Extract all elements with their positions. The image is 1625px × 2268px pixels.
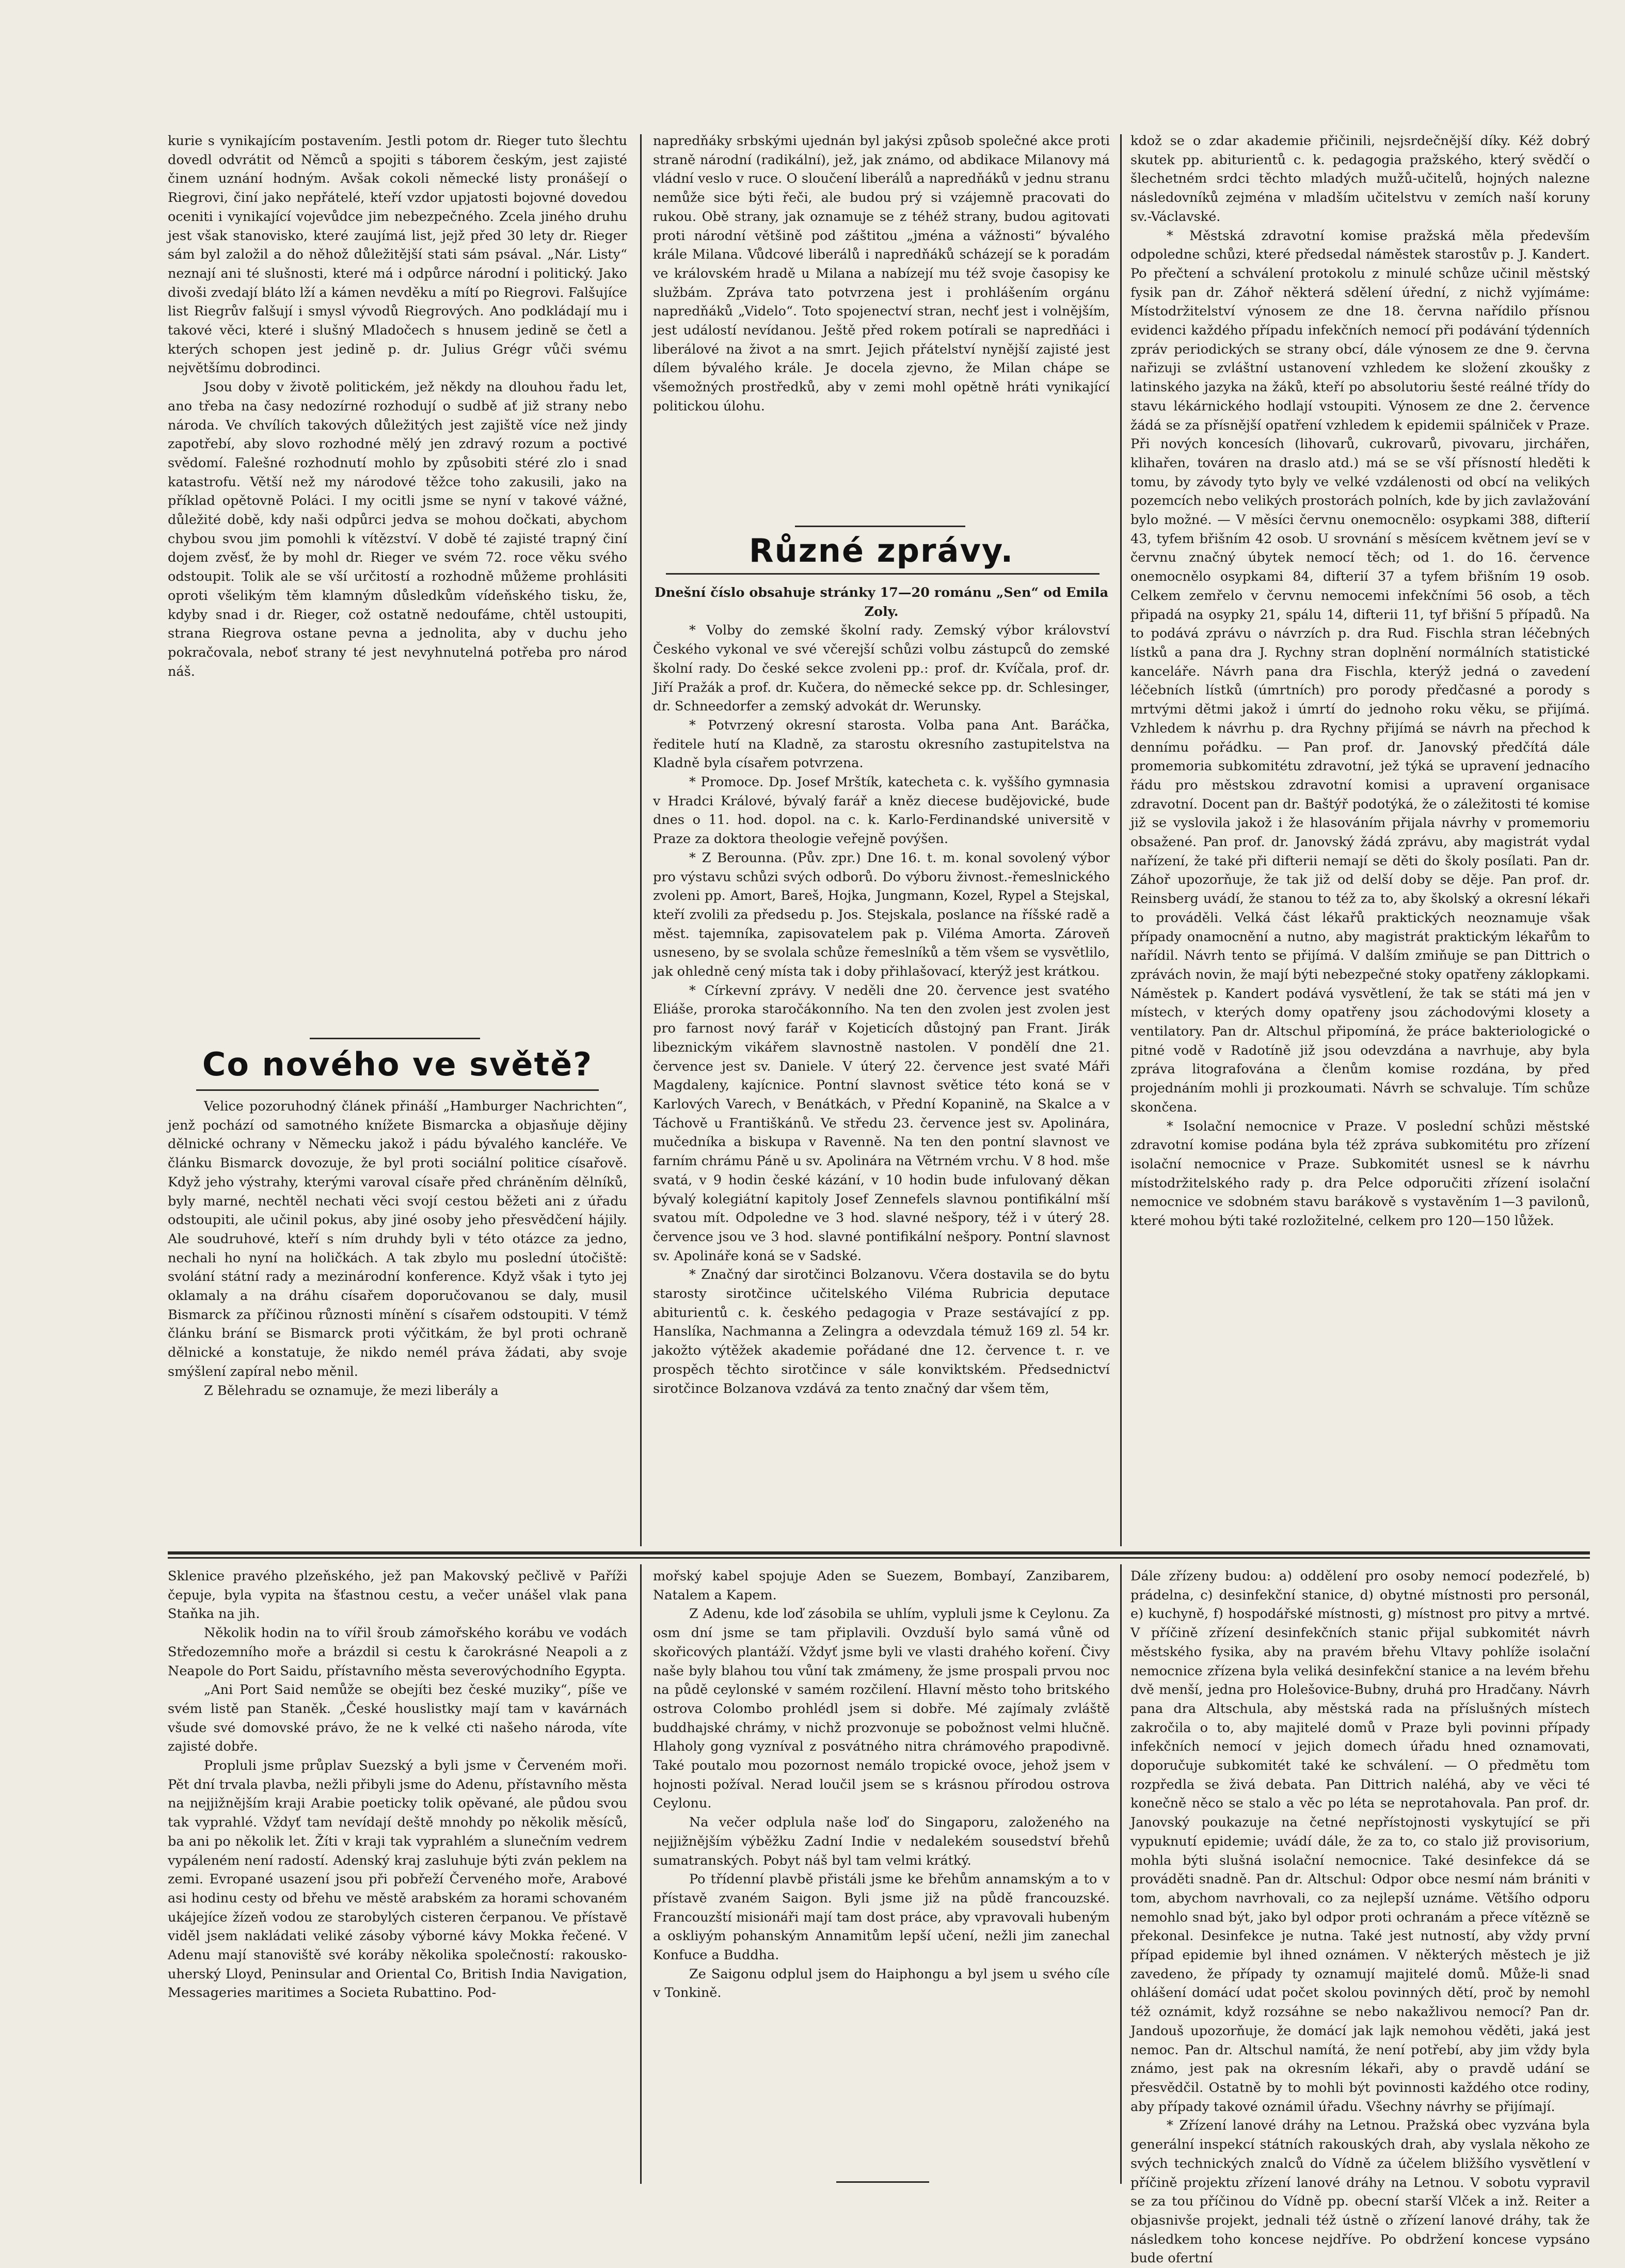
paragraph: napredňáky srbskými ujednán byl jakýsi způsob společné akce proti straně národní (radikální), jež, jak známo, od abdikace Milanovy má vládní veslo v ruce. O sloučení liberálů a napredňáků v jednu stranu nemůže sice býti řeči, ale budou prý si vzájemně pracovati do rukou. Obě strany, jak oznamuje se z téhéž strany, budou agitovati proti národní většině pod záštitou „jména a vážnosti“ bývalého krále Milana. Vůdcové liberálů i napredňáků scházejí se k poradám ve královském hradě u Milana a nabízejí mu též svoje časopisy ke službám. Zpráva tato potvrzena jest i prohlášením orgánu napredňáků „Videlo“. Toto spojenectví stran, nechť jest i volnějším, jest událostí nevídanou. Ještě před rokem potírali se napredňáci i liberálové na život a na smrt. Jejich přátelství nynější zajisté jest dílem bývalého krále. Je docela zjevno, že Milan chápe se všemožných prostředků, aby v zemi mohl opětně hráti vynikající politickou úlohu. [653,133,1110,414]
paragraph: * Církevní zprávy. V neděli dne 20. července jest svatého Eliáše, proroka staročákonního. Na ten den zvolen jest zvolen jest pro farnost nový farář v Kojeticích důstojný pan Frant. Jirák libeznickým vikářem slavnostně nastolen. V pondělí dne 21. července jest sv. Daniele. V úterý 22. července jest svaté Máři Magdaleny, kajícnice. Pontní slavnost světice této koná se v Karlových Varech, v Benátkách, v Přední Kopanině, na Skalce a v Táchově u Františkánů. Ve středu 23. července jest sv. Apolinára, mučedníka a biskupa v Ravenně. Na ten den pontní slavnost ve farním chrámu Páně u sv. Apolinára na Větrném vrchu. V 8 hod. mše svatá, v 9 hodin české kázání, v 10 hodin bude infulovaný děkan bývalý kolegiátní kapitoly Josef Zennefels slavnou pontifikální mší svatou mít. Odpoledne ve 3 hod. slavné nešpory, též i v úterý 28. července jsou ve 3 hod. slavné pontifikální nešpory. Pontní slavnost sv. Apolináře koná se v Sadské. [653,982,1110,1264]
divider [795,526,965,527]
paragraph: Dnešní číslo obsahuje stránky 17—20 románu „Sen“ od Emila Zoly. [654,585,1109,620]
lower-column-2 [653,1567,1110,2176]
divider [666,573,1100,575]
paragraph: „Ani Port Said nemůže se obejíti bez české muziky“, píše ve svém listě pan Staněk. „České houslistky mají tam v kavárnách všude své domovské právo, že ne k velké cti našeho národa, víte zajisté dobře. [168,1682,627,1755]
paragraph: Z Adenu, kde loď zásobila se uhlím, vypluli jsme k Ceylonu. Za osm dní jsme se tam připlavili. Ovzduší bylo samá vůně od skořicových plantáží. Vždyť jsme byli ve vlasti drahého koření. Čivy naše byly blahou tou vůní tak zmámeny, že jsme prospali prvou noc na půdě ceylonské v samém rozčilení. Hlavní město toho britského ostrova Colombo prohlédl jsem si dobře. Mé zajímaly zvláště buddhajské chrámy, v nichž prozvonuje se pobožnost velmi hlučně. Hlaholy gong vyzníval z posvátného nitra chrámového prapodivně. Také poutalo mou pozornost nemálo tropické ovoce, jehož jsem v hojnosti požíval. Nerad loučil jsem se s krásnou přírodou ostrova Ceylonu. [653,1606,1110,1812]
section-rule [168,1557,1590,1559]
paragraph: Několik hodin na to vířil šroub zámořského korábu ve vodách Středozemního moře a brázdil si cestu k čarokrásné Neapoli a z Neapole do Port Saidu, přístavního města severovýchodního Egypta. [168,1625,627,1679]
paragraph: mořský kabel spojuje Aden se Suezem, Bombayí, Zanzibarem, Natalem a Kapem. [653,1568,1110,1603]
upper-column-1b [168,1097,627,1551]
paragraph: Velice pozoruhodný článek přináší „Hamburger Nachrichten“, jenž pochází od samotného knížete Bismarcka a objasňuje dějiny dělnické ochrany v Německu jakož i pádu bývalého kancléře. Ve článku Bismarck dovozuje, že byl proti sociální politice císařově. Když jeho výstrahy, kterými varoval císaře před chráněním dělníků, byly marné, nechtěl nechati věci svojí cestou běžeti ani z úřadu odstoupiti, ale učinil pokus, aby jiné osoby jeho přesvědčení hájily. Ale soudruhové, kteří s ním druhdy byli v této otázce za jedno, nechali ho nyní na holičkách. A tak zbylo mu poslední útočiště: svolání státní rady a mezinárodní konference. Když však i tyto jej oklamaly a na dráhu císařem doporučovanou se daly, musil Bismarck za příčinou různosti mínění s císařem odstoupiti. V témž článku brání se Bismarck proti výčitkám, že byl proti ochraně dělnické a konstatuje, že nikdo nemél práva žádati, aby svoje smýšlení zapíral nebo měnil. [168,1099,627,1379]
paragraph: Po třídenní plavbě přistáli jsme ke břehům annamským a to v přístavě zvaném Saigon. Byli jsme již na půdě francouzské. Francouzští misionáři mají tam dost práce, aby vpravovali hubeným a oskliyým pohanským Annamitům lepší učení, nežli jim zanechal Konfuce a Buddha. [653,1872,1110,1963]
paragraph: Ze Saigonu odplul jsem do Haiphongu a byl jsem u svého cíle v Tonkině. [653,1966,1110,2001]
paragraph: Z Bělehradu se oznamuje, že mezi liberály a [204,1383,499,1399]
column-rule [1120,1564,1122,2184]
divider [310,1038,480,1039]
upper-column-2b [653,583,1110,1549]
paragraph: * Promoce. Dp. Josef Mrštík, katecheta c. k. vyššího gymnasia v Hradci Králové, bývalý farář a kněz diecese budějovické, bude dnes o 11. hod. dopol. na c. k. Karlo-Ferdinandské universitě v Praze za doktora theologie veřejně povýšen. [653,774,1110,847]
paragraph: * Značný dar sirotčinci Bolzanovu. Včera dostavila se do bytu starosty sirotčince učitelského Viléma Rubricia deputace abiturientů c. k. českého pedagogia v Praze sestávající z pp. Hanslíka, Nachmanna a Zelingra a odevzdala témuž 169 zl. 54 kr. jakožto výtěžek akademie pořádané dne 12. července t. r. ve prospěch těchto sirotčince v sále konviktském. Předsednictví sirotčince Bolzanova vzdává za tento značný dar všem těm, [653,1267,1110,1397]
paragraph: Na večer odplula naše loď do Singaporu, založeného na nejjižnějším výběžku Zadní Indie v nedalekém sousedství břehů sumatranských. Pobyt náš byl tam velmi krátký. [653,1815,1110,1868]
paragraph: * Městská zdravotní komise pražská měla především odpoledne schůzi, které předsedal náměstek starostův p. J. Kandert. Po přečtení a schválení protokolu z minulé schůze učinil městský fysik pan dr. Záhoř některá sdělení úřední, z nichž vyjímáme: Místodržitelství výnosem ze dne 18. června nařídilo přísnou evidenci každého případu infekčních nemocí při podávání týdenních zpráv periodických se strany obcí, dále výnosem ze dne 9. června nařizuji se zvláštní ustanovení vzhledem ke složení zkoušky z latinského jazyka na žáků, kteří po absolutoriu šesté reálné třídy do stavu lékárnického hodlají vstoupiti. Výnosem ze dne 2. července žádá se za přísnější opatření vzhledem k epidemii spálniček v Praze. Při nových koncesích (lihovarů, cukrovarů, pivovaru, jirchářen, klihařen, továren na draslo atd.) má se se vší přísností hleděti k tomu, by závody tyto byly ve velké vzdálenosti od obcí na velikých pozemcích nebo velikých prostorách polních, kde by jich zavlažování bylo možné. — V měsíci červnu onemocnělo: osypkami 388, difterií 43, tyfem břišním 42 osob. U srovnání s měsícem květnem jeví se v červnu značný úbytek nemocí těch; od 1. do 16. července onemocnělo osypkami 84, difterií 37 a tyfem břišním 19 osob. Celkem zemřelo v červnu nemocemi infekčními 56 osob, a těch připadá na osypky 21, spálu 14, difterii 11, tyf břišní 5 případů. Na to podává zprávu o návrzích p. dra Rud. Fischla stran léčebných lístků a pana dra J. Rychny stran doplnění normálních statistické kanceláře. Návrh pana dra Fischla, kterýž jedná o zavedení léčebních lístků (úmrtních) pro porody předčasné a porody s mrtvými dětmi jakož i úmrtí do jednoho roku věku, se přijímá. Vzhledem k návrhu p. dra Rychny přijímá se návrh na přechod k dennímu pořádku. — Pan prof. dr. Janovský předčítá dále promemoria subkomitétu zdravotní, jež týká se upravení jednacího řádu pro městskou zdravotní komisi a upravení organisace zdravotní. Docent pan dr. Baštýř podotýká, že o záležitosti té komise již se vyslovila jakož i že hlasováním přijala návrhy v promemoriu obsažené. Pan prof. dr. Janovský žádá zprávu, aby magistrát vydal nařízení, že také při difterii nemají se děti do školy posílati. Pan dr. Záhoř upozorňuje, že tak již od delší doby se děje. Pan prof. dr. Reinsberg uvádí, že stanou to též za to, aby školský a okresní lékaři to prováděli. Velká část lékařů praktických neoznamuje však případy onamocnění a nutno, aby magistrát praktickým lékařům to nařídil. Návrh tento se přijímá. V dalším zmiňuje se pan Dittrich o zprávách novin, že mají býti nebezpečné stoky opatřeny záklopkami. Náměstek p. Kandert podává vysvětlení, že tak se státi má jen v místech, v kterých domy opatřeny jsou záchodovými klosety a ventilatory. Pan dr. Altschul připomíná, že práce bakteriologické o pitné vodě v Radotíně již jsou odevzdána a navrhuje, aby byla zpráva litografována a členům komise rozdána, by před projednáním mohli ji prozkoumati. Návrh se schvaluje. Tím schůze skončena. [1130,228,1590,1115]
paragraph: Propluli jsme průplav Suezský a byli jsme v Červeném moři. Pět dní trvala plavba, nežli přibyli jsme do Adenu, přístavního města na nejjižnějším kraji Arabie poeticky tolik opěvané, ale půdou svou tak vyprahlé. Vždyť tam nevídají deště mnohdy po několik měsíců, ba ani po několik let. Žíti v kraji tak vyprahlém a slunečním vedrem vypáleném není radostí. Adenský kraj zasluhuje býti zván peklem na zemi. Evropané usazení jsou při pobřeží Červeného moře, Arabové asi hodinu cesty od břehu ve městě arabském za horami schovaném ukájejíce žízeň vodou ze starobylých cisteren čerpanou. Ve přístavě viděl jsem nakládati veliké zásoby výborné kávy Mokka řečené. V Adenu mají stanoviště své koráby několika společností: rakousko-uherský Lloyd, Peninsular and Oriental Co, British India Navigation, Messageries maritimes a Societa Rubattino. Pod- [168,1758,627,2001]
section-rule [168,1551,1590,1555]
lower-column-1 [168,1567,627,2186]
upper-column-3 [1130,132,1590,1546]
column-rule [1120,134,1122,1546]
lower-column-3 [1130,1567,1590,2266]
upper-column-2 [653,132,1110,524]
paragraph: kdož se o zdar akademie přičinili, nejsrdečnější díky. Kéž dobrý skutek pp. abiturientů c. k. pedagogia pražského, který svědčí o šlechetném srdci těchto mladých mužů-učitelů, hojných nalezne následovníků zejména v mladším učitelstvu v zemích naší koruny sv.-Václavské. [1130,133,1590,225]
paragraph: Jsou doby v životě politickém, jež někdy na dlouhou řadu let, ano třeba na časy nedozírné rozhodují o sudbě ať již strany nebo národa. Ve chvílích takových důležitých jest zajiště více než jindy zapotřebí, aby slovo rozhodné mělý jen zdravý rozum a poctivé svědomí. Falešné rozhodnutí mohlo by způsobiti stéré zlo i snad katastrofu. Větší než my národové těžce toho zakusili, jako na příklad opětovně Poláci. I my ocitli jsme se nyní v takové vážné, důležité době, kdy naši odpůrci jedva se mohou dočkati, abychom chybou svou jim pomohli k vítězství. V době té zajisté trapný činí dojem zvěsť, že by mohl dr. Rieger ve svém 72. roce věku svého odstoupit. Tolik ale se vší určitostí a rozhodně můžeme prohlásiti oproti všelikým těm klamným důsledkům vídeňského tisku, že, kdyby snad i dr. Rieger, což ostatně nedoufáme, chtěl ustoupiti, strana Riegrova ostane pevna a jednolita, aby v duchu jeho pokračovala, neboť strany té jest nevyhnutelná potřeba pro národ náš. [168,379,627,679]
paragraph: Dále zřízeny budou: a) oddělení pro osoby nemocí podezřelé, b) prádelna, c) desinfekční stanice, d) obytné místnosti pro personál, e) kuchyně, f) hospodářské místnosti, g) místnost pro pitvy a mrtvé. V příčině zřízení desinfekčních stanic přijal subkomitét návrh městského fysika, aby na pravém břehu Vltavy pohlíže isolační nemocnice zřízena byla veliká desinfekční stanice a na levém břehu dvě menší, jedna pro Holešovice-Bubny, druhá pro Hradčany. Návrh pana dra Altschula, aby městská rada na příslušných místech zakročila o to, aby majitelé domů v Praze byli povinni případy infekčních nemocí v jejich domech úřadu hned oznamovati, doporučuje subkomitét také ke schválení. — O předmětu tom rozpředla se živá debata. Pan Dittrich naléhá, aby ve věci té konečně něco se stalo a věc po léta se neprotahovala. Pan prof. dr. Janovský poukazuje na četné nepřístojnosti vyskytující se při vypuknutí epidemie; uvádí dále, že za to, co stalo již provisorium, mohla býti slušná isolační nemocnice. Také desinfekce dá se prováděti snadně. Pan dr. Altschul: Odpor obce nesmí nám brániti v tom, abychom navrhovali, co za nejlepší uznáme. Většího odporu nemohlo snad být, jako byl odpor proti ochranám a přece vítězně se překonal. Desinfekce je nutna. Také jest nutností, aby vždy první případ epidemie byl ihned oznámen. V některých městech je již zavedeno, že případy ty oznamují majitelé domů. Může-li snad ohlášení domácí udat počet skolou povinných dětí, proč by nemohl též oznámit, když rozsáhne se nebo nakažlivou nemocí? Pan dr. Jandouš upozorňuje, že domácí jak lajk nemohou věděti, jaká jest nemoc. Pan dr. Altschul namítá, že není potřebí, aby jim vždy byla známo, jest pak na okresním lékaři, aby o pravdě udání se přesvědčil. Ostatně by to mohli být povinnosti každého otce rodiny, aby případy takové oznámil úřadu. Všechny návrhy se přijímají. [1130,1568,1590,2115]
paragraph: * Potvrzený okresní starosta. Volba pana Ant. Baráčka, ředitele hutí na Kladně, za starostu okresního zastupitelstva na Kladně byla císařem potvrzena. [653,717,1110,771]
heading-co-noveho: Co nového ve světě? [202,1045,593,1083]
column-rule [640,1564,642,2184]
paragraph: kurie s vynikajícím postavením. Jestli potom dr. Rieger tuto šlechtu dovedl odvrátit od Němců a spojiti s táborem českým, jest zajisté činem uznání hodným. Avšak cokoli německé listy pronášejí o Riegrovi, činí jako nepřátelé, kteří vzdor upjatosti bojovné dovedou oceniti i vynikající vojevůdce jim nebezpečného. Zcela jiného druhu jest však stanovisko, které zaujímá list, jejž před 30 lety dr. Rieger sám byl založil a do něhož důležitější stati sám psával. „Nár. Listy“ neznají ani té slušnosti, které má i odpůrce národní i politický. Jako divoši zvedají bláto lží a kámen nevděku a mítí po Riegrovi. Falšujíce list Riegrův falšují i smysl vývodů Riegrových. Ano podkládají mu i takové věci, které i slušný Mladočech s hnusem jedině se četl a kterých schopen jest jedině p. dr. Julius Grégr vůči svému největšímu dobrodinci. [168,133,627,376]
end-rule [836,2181,929,2183]
heading-ruzne-zpravy: Různé zprávy. [748,532,1014,569]
paragraph: * Volby do zemské školní rady. Zemský výbor království Českého vykonal ve své včerejší schůzi volbu zástupců do zemské školní rady. Do české sekce zvoleni pp.: prof. dr. Kvíčala, prof. dr. Jiří Pražák a prof. dr. Kučera, do německé sekce pp. dr. Schlesinger, dr. Schneedorfer a zemský advokát dr. Werunsky. [653,623,1110,715]
paragraph: Sklenice pravého plzeňského, jež pan Makovský pečlivě v Paříži čepuje, byla vypita na šťastnou cestu, a večer unášel vlak pana Staňka na jih. [168,1568,627,1622]
column-rule [640,134,642,1546]
paragraph: * Isolační nemocnice v Praze. V poslední schůzi městské zdravotní komise podána byla též zpráva subkomitétu pro zřízení isolační nemocnice v Praze. Subkomitét usnesl se k návrhu místodržitelského rady p. dra Pelce odporučiti zřízení isolační nemocnice ve sdobném stavu barákově s vystavěním 1—3 pavilonů, které mohou býti také rozložitelné, celkem pro 120—150 lůžek. [1130,1118,1590,1229]
upper-column-1 [168,132,627,953]
divider [196,1089,599,1091]
paragraph: * Zřízení lanové dráhy na Letnou. Pražská obec vyzvána byla generální inspekcí státních rakouských drah, aby vyslala někoho ze svých technických znalců do Vídně za účelem bližšího vysvětlení v příčině projektu zřízení lanové dráhy na Letnou. V sobotu vypravil se za tou příčinou do Vídně pp. obecní starší Vlček a inž. Reiter a objasnivše projekt, jednali též ústně o zřízení lanové dráhy, tak že následkem toho koncese nejdříve. Po obdržení koncese vypsáno bude ofertní [1130,2118,1590,2266]
paragraph: * Z Berounna. (Pův. zpr.) Dne 16. t. m. konal sovolený výbor pro výstavu schůzi svých odborů. Do výboru živnost.-řemeslnického zvoleni pp. Amort, Bareš, Hojka, Jungmann, Kozel, Rypel a Stejskal, kteří zvolili za předsedu p. Jos. Stejskala, poslance na říšské radě a měst. tajemníka, zapisovatelem pak p. Viléma Amorta. Zároveň usneseno, by se svolala schůze řemeslníků a těm všem se vysvětlilo, jak ohledně cený místa tak i doby přihlašovací, kterýž jest krátkou. [653,850,1110,980]
